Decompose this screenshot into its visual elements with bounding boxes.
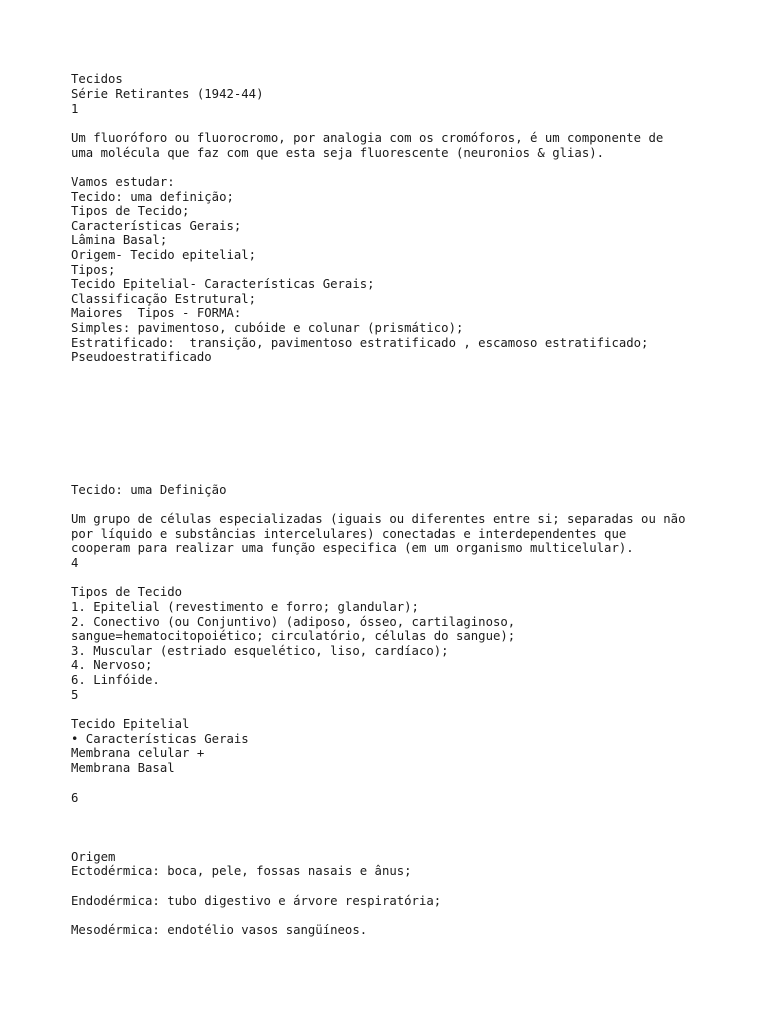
syllabus-item: Lâmina Basal; xyxy=(71,233,168,247)
tissue-types-heading: Tipos de Tecido xyxy=(71,585,183,599)
tissue-type-item: 3. Muscular (estriado esquelético, liso, cardíaco); xyxy=(71,644,449,658)
tissue-type-item: sangue=hematocitopoiético; circulatório, células do sangue); xyxy=(71,629,516,643)
page-number-6: 6 xyxy=(71,791,79,805)
document-title: Tecidos xyxy=(71,72,123,86)
definition-line-2: por líquido e substâncias intercelulares) conectadas e interdependentes que xyxy=(71,527,627,541)
syllabus-item: Pseudoestratificado xyxy=(71,350,212,364)
definition-line-3: cooperam para realizar uma função especifica (em um organismo multicelular). xyxy=(71,541,634,555)
page-number-4: 4 xyxy=(71,556,79,570)
definition-heading: Tecido: uma Definição xyxy=(71,483,227,497)
syllabus-item: Tecido: uma definição; xyxy=(71,190,234,204)
syllabus-item: Tecido Epitelial- Características Gerais; xyxy=(71,277,375,291)
intro-line-1: Um fluoróforo ou fluorocromo, por analogia com os cromóforos, é um componente de xyxy=(71,131,664,145)
tissue-type-item: 1. Epitelial (revestimento e forro; glandular); xyxy=(71,600,419,614)
syllabus-item: Tipos; xyxy=(71,263,116,277)
syllabus-item: Tipos de Tecido; xyxy=(71,204,190,218)
syllabus-item: Classificação Estrutural; xyxy=(71,292,257,306)
series-subtitle: Série Retirantes (1942-44) xyxy=(71,87,264,101)
intro-line-2: uma molécula que faz com que esta seja fluorescente (neuronios & glias). xyxy=(71,146,605,160)
syllabus-item: Origem- Tecido epitelial; xyxy=(71,248,257,262)
origin-heading: Origem xyxy=(71,850,116,864)
definition-line-1: Um grupo de células especializadas (iguais ou diferentes entre si; separadas ou não xyxy=(71,512,686,526)
syllabus-item: Simples: pavimentoso, cubóide e colunar (prismático); xyxy=(71,321,464,335)
epithelial-heading: Tecido Epitelial xyxy=(71,717,190,731)
epithelial-bullet: • Características Gerais xyxy=(71,732,249,746)
syllabus-item: Estratificado: transição, pavimentoso estratificado , escamoso estratificado; xyxy=(71,336,649,350)
syllabus-item: Características Gerais; xyxy=(71,219,242,233)
epithelial-line-1: Membrana celular + xyxy=(71,746,205,760)
page-number-5: 5 xyxy=(71,688,79,702)
tissue-type-item: 6. Linfóide. xyxy=(71,673,160,687)
origin-ectodermic: Ectodérmica: boca, pele, fossas nasais e ânus; xyxy=(71,864,412,878)
origin-mesodermic: Mesodérmica: endotélio vasos sangüíneos. xyxy=(71,923,368,937)
tissue-type-item: 2. Conectivo (ou Conjuntivo) (adiposo, ósseo, cartilaginoso, xyxy=(71,615,516,629)
page-number-1: 1 xyxy=(71,102,79,116)
syllabus-item: Maiores Tipos - FORMA: xyxy=(71,306,242,320)
syllabus-heading: Vamos estudar: xyxy=(71,175,175,189)
origin-endodermic: Endodérmica: tubo digestivo e árvore respiratória; xyxy=(71,894,442,908)
epithelial-line-2: Membrana Basal xyxy=(71,761,175,775)
tissue-type-item: 4. Nervoso; xyxy=(71,658,153,672)
